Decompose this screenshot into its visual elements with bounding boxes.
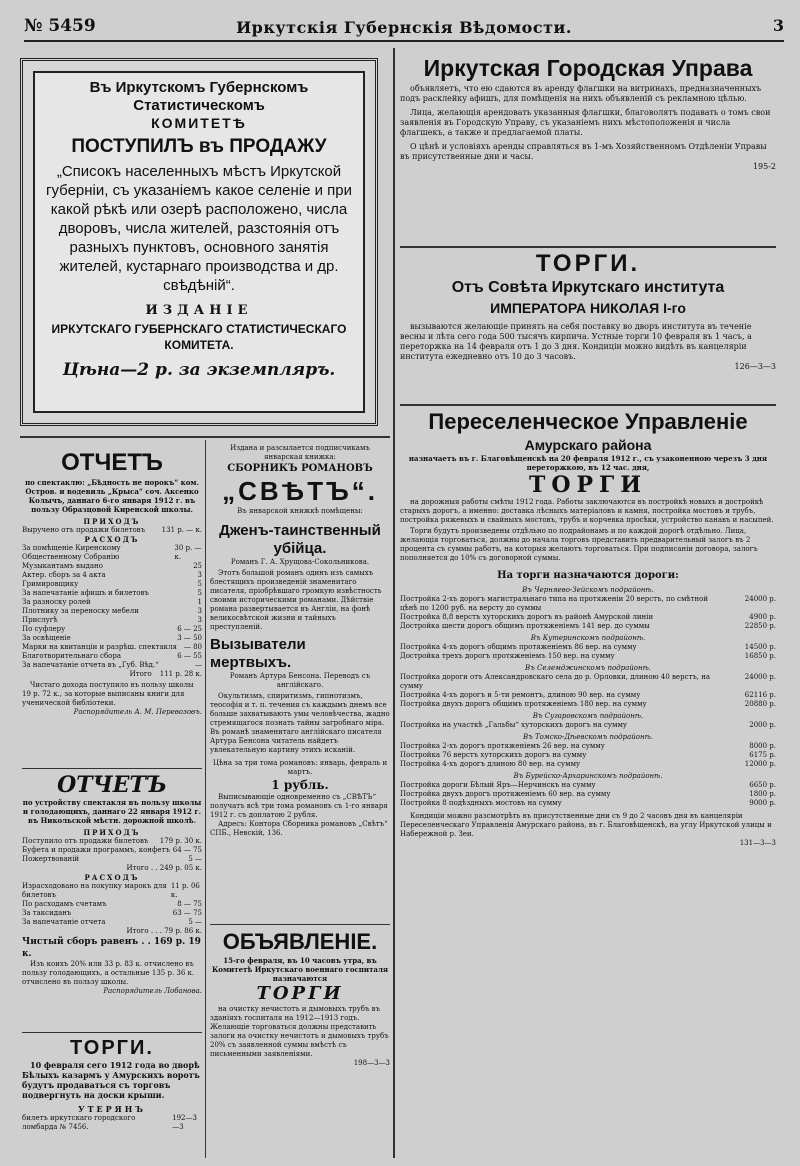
issue-number: № 5459: [24, 16, 96, 36]
divider: [22, 768, 202, 769]
page-number: 3: [772, 16, 784, 35]
resettlement-list-title: На торги назначаются дороги:: [497, 570, 679, 581]
list-item: Постройка двухъ дорогъ общимъ протяженіемъ 180 вер. на сумму 20880 р.: [400, 700, 776, 708]
table-row: По расходамъ счетамъ 8 — 75: [22, 900, 202, 908]
column-divider-left: [205, 440, 206, 1158]
report-1-expense-head: РАСХОДЪ: [84, 535, 140, 544]
report-2-expense-head: РАСХОДЪ: [84, 873, 140, 882]
books-terms: Цѣна за три тома романовъ: январь, февраль и мартъ.: [212, 759, 388, 776]
table-row: Марки на квитанціи и разрѣш. спектакля — 80: [22, 643, 202, 651]
table-row: За таксиданъ 63 — 75: [22, 909, 202, 917]
report-1-net: Чистаго дохода поступило въ пользу школы 19 р. 72 к., за которые выписаны книги для ученической библіотеки.: [22, 681, 194, 707]
newspaper-title: Иркутскія Губернскія Вѣдомости.: [236, 18, 572, 37]
novel-2-text: Окультизмъ, спиритизмъ, гипнотизмъ, теософія и т. п. течения съ каждымъ днемъ все больше захватываютъ умы человѣчества, жадно стремящагося познать тайны загробнаго міра. Въ романѣ знаменитаго англійскаго писателя Артура Бенсона читатель найдетъ увлекательную картину этихъ исканій.: [210, 692, 390, 754]
report-2-title: ОТЧЕТЪ: [57, 772, 167, 798]
uprava-title: Иркутская Городская Управа: [423, 55, 753, 81]
divider: [400, 246, 776, 248]
table-row: За напечатаніе отчета въ „Губ. Вѣд.“ —: [22, 661, 202, 669]
table-row: Музыкантамъ выдано 25: [22, 562, 202, 570]
list-item: Постройка дороги Бѣлый Яръ—Нерчинскъ на сумму 6650 р.: [400, 781, 776, 789]
list-item: Постройка 76 верстъ хуторскихъ дорогъ на сумму 6175 р.: [400, 751, 776, 759]
stat-price: Цѣна—2 р. за экземпляръ.: [62, 360, 336, 380]
table-row: Израсходовано на покупку марокъ для билетовъ 11 р. 06 к.: [22, 882, 200, 899]
section-heading: Въ Черняево-Зейскомъ подрайонѣ.: [522, 586, 654, 594]
uprava-ref: 195-2: [752, 162, 776, 171]
table-row: За освѣщеніе 3 — 50: [22, 634, 202, 642]
torgi-left-text: 10 февраля сего 1912 года во дворѣ Бѣлыхъ казармъ у Амурскихъ воротъ будутъ продаваться съ торговъ подвергнуть на доски крыши.: [22, 1060, 200, 1100]
report-1-manager: Распорядитель А. М. Перевозовъ.: [73, 708, 202, 716]
announcement: [210, 928, 390, 1068]
table-row: Благотворительнаго сбора 6 — 55: [22, 652, 202, 660]
section-heading: Въ Селемджинскомъ подрайонѣ.: [524, 664, 651, 672]
report-1-income-row: Выручено отъ продажи билетовъ 131 р. — к.: [22, 526, 202, 534]
stat-line3: ПОСТУПИЛЪ въ ПРОДАЖУ: [71, 136, 327, 157]
list-item: Достройка шести дорогъ общимъ протяженіемъ 141 вер. до суммы 22850 р.: [400, 622, 776, 630]
divider: [22, 1032, 202, 1033]
list-item: Постройка дороги отъ Александровскаго села до р. Орловки, длиною 40 верстъ, на сумму 24000 р.: [400, 673, 776, 690]
table-row: Поступило отъ продажи билетовъ 179 р. 30 к.: [22, 837, 202, 845]
list-item: Постройка 4-хъ дорогъ длиною 80 вер. на сумму 12000 р.: [400, 760, 776, 768]
list-item: Постройка двухъ дорогъ протяженіемъ 60 вер. на сумму 1800 р.: [400, 790, 776, 798]
table-row: Прислугѣ 3: [22, 616, 202, 624]
resettlement-ref: 131—3—3: [739, 839, 776, 847]
city-council-ad: [400, 52, 776, 172]
institute-emperor: ИМПЕРАТОРА НИКОЛАЯ I-го: [490, 300, 686, 316]
torgi-left: [22, 1036, 202, 1132]
list-item: Постройка 8,8 верстъ хуторскихъ дорогъ въ районѣ Амурской линіи 4900 р.: [400, 613, 776, 621]
resettlement-title: Переселенческое Управленіе: [428, 409, 748, 434]
report-2: [22, 772, 202, 996]
institute-tender: [400, 250, 776, 372]
institute-from: Отъ Совѣта Иркутскаго института: [451, 279, 725, 296]
uprava-text-3: О цѣнѣ и условіяхъ аренды справляться въ 1-мъ Хозяйственномъ Отдѣленіи Управы въ присутственные дни и часы.: [400, 142, 767, 161]
announcement-title: ОБЪЯВЛЕНІЕ.: [222, 929, 378, 954]
announcement-body: на очистку нечистотъ и дымовыхъ трубъ въ зданіяхъ госпиталя на 1912—1913 годъ. Желающіе торговаться должны представить залоги на очистку нечистотъ и дымовыхъ трубъ 20% съ заявленной суммы вмѣстѣ съ письменными заявленіями.: [210, 1005, 389, 1058]
books-contents: Въ январской книжкѣ помѣщены:: [237, 507, 363, 515]
resettlement-closing: Кондиціи можно разсмотрѣть въ присутственные дни съ 9 до 2 часовъ дня въ канцеляріи Переселенческаго Управленія Амурскаго района, въ г. Благовѣщенскѣ, на углу Иркутской улицы и Набережной р. Зеи.: [400, 812, 772, 838]
list-item: Достройка трехъ дорогъ протяженіемъ 150 вер. на сумму 16850 р.: [400, 652, 776, 660]
stat-line2: КОМИТЕТѢ: [151, 115, 247, 131]
resettlement-torgi: ТОРГИ: [528, 472, 648, 498]
table-row: Пожертвованій 5 —: [22, 855, 202, 863]
list-item: Постройка на участкѣ „Гальбы“ хуторскихъ дорогъ на сумму 2000 р.: [400, 721, 776, 729]
resettlement-region: Амурскаго района: [524, 437, 652, 453]
books-price: 1 рубль.: [271, 778, 329, 792]
list-item: Постройка 4-хъ дорогъ и 5-ти ремонтъ, длиною 90 вер. на сумму 62116 р.: [400, 691, 776, 699]
books-name: „СВѢТЪ“.: [222, 476, 378, 506]
report-1-total: Итого 111 р. 28 к.: [129, 670, 202, 678]
report-2-manager: Распорядитель Лобанова.: [103, 987, 202, 995]
divider: [400, 404, 776, 406]
novel-1-author: Романъ Г. А. Хрущова-Сокольникова.: [230, 558, 370, 566]
announcement-text: 15-го февраля, въ 10 часовъ утра, въ Комитетѣ Иркутскаго военнаго госпиталя назначаются: [211, 956, 389, 983]
stat-publisher: ИРКУТСКАГО ГУБЕРНСКАГО СТАТИСТИЧЕСКАГО КОМИТЕТА.: [51, 322, 347, 352]
divider: [210, 924, 390, 925]
stat-line1: Въ Иркутскомъ Губернскомъ Статистическомъ: [89, 79, 309, 114]
statistics-ad: [20, 58, 378, 426]
column-divider: [393, 48, 395, 1158]
institute-torgi-title: ТОРГИ.: [535, 250, 641, 277]
table-row: Актер. сборъ за 4 акта 3: [22, 571, 202, 579]
section-heading: Въ Кутеринскомъ подрайонѣ.: [530, 634, 646, 642]
books-intro: Издана и разсылается подписчикамъ январская книжка:: [230, 444, 370, 461]
table-row: Гримировщику 5: [22, 580, 202, 588]
report-2-income-head: ПРИХОДЪ: [83, 828, 141, 837]
resettlement-intro: назначаетъ въ г. Благовѣщенскѣ на 20 февраля 1912 г., съ узаконенною черезъ 3 дня переторжкою, въ 12 час. дня,: [408, 454, 768, 472]
lost-ad-row: билетъ иркутскаго городского ломбарда № 7456. 192—3—3: [22, 1114, 197, 1131]
report-1-title: ОТЧЕТЪ: [61, 449, 163, 476]
section-heading: Въ Бурейско-Архаринскомъ подрайонѣ.: [513, 772, 663, 780]
table-row: Буфета и продажи программъ, конфетъ 64 — 75: [22, 846, 202, 854]
resettlement-tender: [400, 408, 776, 848]
torgi-left-title: ТОРГИ.: [70, 1037, 154, 1059]
report-2-net: Чистый сборъ равенъ . . 169 р. 19 к.: [22, 937, 201, 959]
announcement-torgi: ТОРГИ: [256, 983, 344, 1004]
institute-ref: 126—3—3: [734, 362, 776, 371]
table-row: За разноску ролей 1: [22, 598, 202, 606]
table-row: Плотнику за переноску мебели 3: [22, 607, 202, 615]
report-1: [22, 448, 202, 717]
table-row: За напечатаніе отчета 5 —: [22, 918, 202, 926]
report-2-income-total: Итого . . 249 р. 05 к.: [126, 864, 202, 872]
books-address: Адресъ: Контора Сборника романовъ „Свѣтъ“ СПБ., Невскій, 136.: [210, 820, 388, 837]
institute-text: вызываются желающіе принять на себя поставку во дворъ института въ теченіе весны и лѣта сего года 500 тысячъ кирпича. Устные торги 10 февраля въ 1 часъ, а переторжка на 14 февраля отъ 1 до 3 дня. Кондиціи можно видѣть въ канцеляріи института ежедневно отъ 10 до 3 часовъ.: [400, 322, 752, 361]
uprava-text-1: объявляетъ, что ею сдаются въ аренду флагшки на витринахъ, предназначенныхъ подъ расклейку афишъ, для помѣщенія на нихъ объявленій съ рекламною цѣлью.: [400, 84, 762, 103]
stat-body: „Списокъ населенныхъ мѣстъ Иркутской губерніи, съ указаніемъ какое селеніе и при какой рѣкѣ или озерѣ расположено, числа дворовъ, числа жителей, разстоянія отъ разныхъ пунктовъ, основного занятія жителей, кустарнаго производства и др. свѣдѣній“.: [46, 163, 352, 294]
novel-2-title: Вызыватели мертвыхъ.: [210, 636, 306, 671]
novel-1-text: Этотъ большой романъ одинъ изъ самыхъ блестящихъ произведеній знаменитаго писателя, пріобрѣвшаго громкую извѣстность своими историческими романами. Дѣйствіе романа развертывается въ Англіи, на фонѣ великосвѣтской жизни и тайныхъ преступленій.: [210, 569, 382, 631]
books-series: СБОРНИКЪ РОМАНОВЪ: [227, 463, 373, 474]
page-header: [24, 10, 784, 42]
report-1-subtitle: по спектаклю: „Бѣдность не порокъ“ ком. Остров. и водевиль „Крыса“ соч. Аксенко Колычъ, даннаго 6-го января 1912 г. въ пользу Образцовой Киренской школы.: [25, 478, 199, 514]
section-heading: Въ Томско-Дѣевскомъ подрайонѣ.: [522, 733, 654, 741]
divider-left: [20, 436, 390, 438]
report-1-income-head: ПРИХОДЪ: [83, 517, 141, 526]
stat-edition: ИЗДАНІЕ: [145, 303, 253, 318]
section-heading: Въ Сугаровскомъ подрайонѣ.: [532, 712, 644, 720]
list-item: Постройка 8 подѣздныхъ мостовъ на сумму 9000 р.: [400, 799, 776, 807]
resettlement-text-2: Торги будутъ произведены отдѣльно по подрайонамъ и по каждой дорогѣ отдѣльно. Лица, желающія торговаться, должны до начала торговъ представить предварительный залогъ въ 2 процента съ суммы работъ, на которыя желаютъ торговаться. При подписаніи договора, залогъ пополняется до 10% съ договорной суммы.: [400, 527, 758, 562]
report-2-expense-total: Итого . . . 79 р. 86 к.: [126, 927, 202, 935]
list-item: Постройка 2-хъ дорогъ протяженіемъ 26 вер. на сумму 8000 р.: [400, 742, 776, 750]
table-row: За напечатаніе афишъ и билетовъ 5: [22, 589, 202, 597]
table-row: По суфлеру 6 — 25: [22, 625, 202, 633]
lost-ad-title: УТЕРЯНЪ: [78, 1104, 146, 1114]
table-row: За помѣщеніе Киренскому Общественному Собранію 30 р. — к.: [22, 544, 202, 561]
uprava-text-2: Лица, желающія арендовать указанныя флагшки, благоволятъ подавать о томъ свои заявленія въ Городскую Управу, съ указаніемъ нихъ мѣстоположенія и числа флагшекъ, а также и предлагаемой платы.: [400, 108, 771, 137]
list-item: Постройка 2-хъ дорогъ магистральнаго типа на протяженіи 20 верстъ, по смѣтной цѣнѣ по 1200 руб. на версту до суммы 24000 р.: [400, 595, 776, 612]
announcement-ref: 198—3—3: [353, 1059, 390, 1067]
resettlement-text: на дорожныя работы смѣты 1912 года. Работы заключаются въ постройкѣ новыхъ и достройкѣ старыхъ дорогъ, а именно: доставка лѣсныхъ матеріаловъ и камня, постройка мостовъ и трубъ, постройка ряжевыхъ и свайныхъ мостовъ, трубъ и корчевка просѣки, устройство канавъ и насыпей.: [400, 498, 774, 524]
list-item: Постройка 4-хъ дорогъ общимъ протяженіемъ 86 вер. на сумму 14500 р.: [400, 643, 776, 651]
report-2-note: Изъ коихъ 20% или 33 р. 83 к. отчислено въ пользу голодающихъ, а остальные 135 р. 36 к. отчислено въ пользу школы.: [22, 960, 195, 986]
books-order: Выписывающіе одновременно съ „СВѢТЪ“ получатъ всѣ три тома романовъ съ 1-го января 1912 г. съ доплатою 2 рубля.: [210, 793, 388, 819]
report-2-subtitle: по устройству спектакля въ пользу школы и голодающихъ, даннаго 22 января 1912 г. въ Никольской мѣстн. дорожной школѣ.: [22, 798, 202, 825]
novel-1-title: Дженъ-таинственный убійца.: [219, 522, 381, 557]
novel-2-author: Романъ Артура Бенсона. Переводъ съ англійскаго.: [229, 672, 371, 689]
books-ad: [210, 444, 390, 838]
